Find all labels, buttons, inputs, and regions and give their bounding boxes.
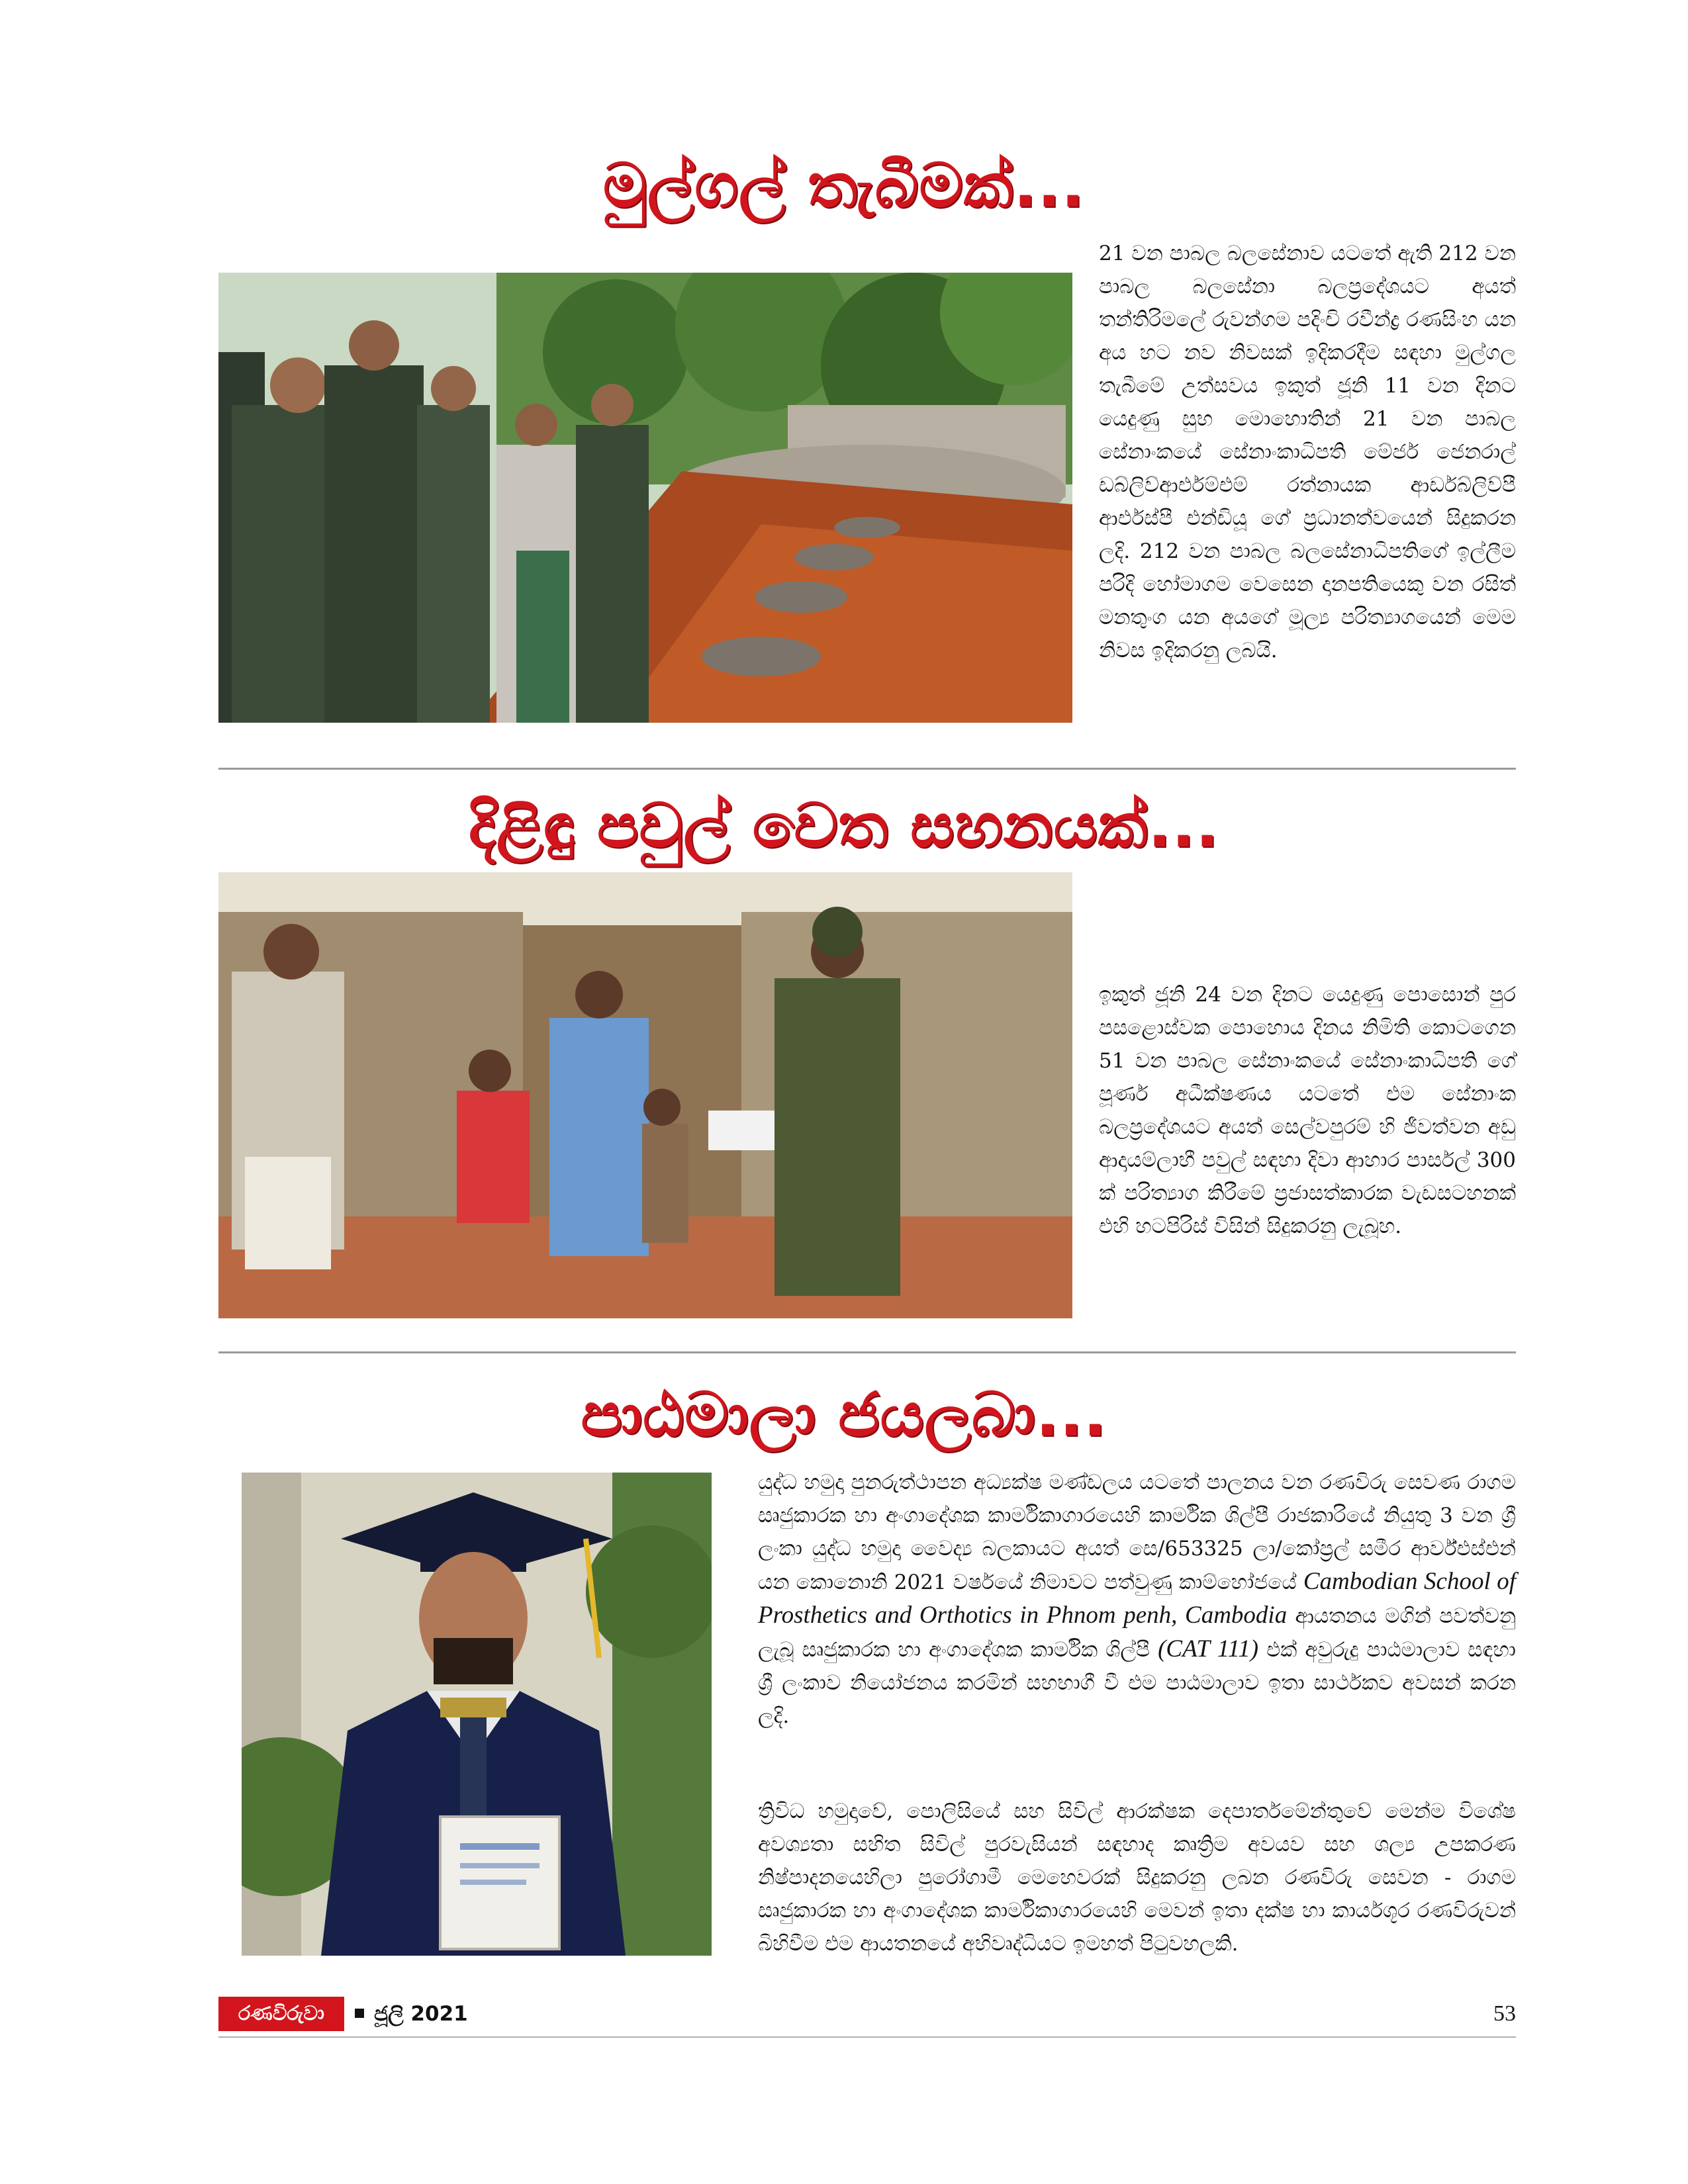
section-divider-2 <box>218 1351 1516 1353</box>
article2-headline: දිළිඳු පවුල් වෙත සහනයක්... <box>468 790 1220 861</box>
article3-headline: පාඨමාලා ජයලබා... <box>581 1379 1107 1450</box>
section-divider-1 <box>218 768 1516 770</box>
page-number: 53 <box>1493 2001 1516 2026</box>
issue-date: ජූලි 2021 <box>374 2002 468 2026</box>
graduate-photo <box>242 1473 712 1956</box>
article1-body: 21 වන පාබල බලසේනාව යටතේ ඇති 212 වන පාබල බලසේනා බලප්‍රදේශයට අයත් තන්තිරිමලේ රුවන්ගම පදිංචි රවීන්ද්‍ර රණසිංහ යන අය හට නව නිවසක් ඉදිකරදීම සඳහා මුල්ගල තැබීමේ උත්සවය ඉකුත් ජූනි 11 වන දිනට යෙදුණු සුභ මොහොතින් 21 වන පාබල සේනාංකයේ සේනාංකාධිපති මේජර් ජෙනරාල් ඩබ්ලිව්ආර්එම්එම් රත්නායක ආර්ඩබ්ලිව්පී ආර්එස්පී එන්ඩියූ ගේ ප්‍රධානත්වයෙන් සිදුකරන ලදි. 212 වන පාබල බලසේනාධිපතිගේ ඉල්ලීම පරිදි හෝමාගම වෙසෙන දානපතියෙකු වන රසිත් මනතුංග යන අයගේ මූල්‍ය පරිත්‍යාගයෙන් මෙම නිවස ඉදිකරනු ලබයි. <box>1099 242 1516 662</box>
article3-paragraph-1 <box>758 1466 1516 1733</box>
article3-paragraph-1-text-2: ආයතනය මගින් පවත්වනු ලැබූ සෘජුකාරක හා අංගාදේශක කාර්මික ශිල්පී <box>758 1604 1517 1662</box>
article3-paragraph-1-text: යුද්ධ හමුදා පුනරුත්ථාපන අධ්‍යක්ෂ මණ්ඩලය යටතේ පාලනය වන රණවිරු සෙවණ රාගම සෘජුකාරක හා අංගාදේශක කාර්මිකාගාරයෙහි කාර්මික ශිල්පී රාජකාරියේ නියුතු 3 වන ශ්‍රී ලංකා යුද්ධ හමුදා වෛද්‍ය බලකායට අයත් සෙ/653325 ලා/කෝප්‍රල් සමීර ආර්ව්එස්එන් යන කොනොනි 2021 වර්ෂයේ නිමාවට පත්වුණු කාම්හෝජයේ <box>758 1471 1516 1594</box>
school-name: Cambodian School of Prosthetics and Orthotics in Phnom penh, Cambodia <box>758 1568 1516 1629</box>
foundation-ceremony-photo <box>218 273 1072 723</box>
footer-rule <box>218 2036 1516 2038</box>
article3-paragraph-1-text-3: එක් අවුරුදු පාඨමාලාව සඳහා ශ්‍රී ලංකාව නියෝජනය කරමින් සහභාගී වී එම පාඨමාලාව ඉතා සාර්ථකව අවසන් කරන ලදි. <box>758 1638 1516 1728</box>
magazine-name-badge: රණවිරුවා <box>218 1997 344 2031</box>
article1-headline: මුල්ගල් තැබීමක්... <box>602 150 1086 221</box>
footer-bullet <box>355 2009 364 2018</box>
aid-distribution-photo <box>218 872 1072 1318</box>
article2-body: ඉකුත් ජූනි 24 වන දිනට යෙදුණු පොසොන් පුර පසළොස්වක පොහොය දිනය නිමිති කොටගෙන 51 වන පාබල සේනාංකයේ සේනාංකාධිපති ගේ පූර්ණ අධීක්ෂණය යටතේ එම සේනාංක බලප්‍රදේශයට අයත් සෙල්වපුරම් හි ජීවත්වන අඩු ආදායම්ලාභී පවුල් සඳහා දිවා ආහාර පාර්සල් 300 ක් පරිත්‍යාග කිරීමේ ප්‍රජාසත්කාරක වැඩසටහනක් එහි හටපිරිස් විසින් සිදුකරනු ලැබූහ. <box>1099 983 1516 1238</box>
course-code: (CAT 111) <box>1158 1635 1259 1662</box>
article3-paragraph-2: ත්‍රිවිධ හමුදාවේ, පොලිසියේ සහ සිවිල් ආරක්ෂක දෙපාර්තමේන්තුවේ මෙන්ම විශේෂ අවශ්‍යතා සහිත සිවිල් පුරවැසියන් සඳහාද කෘත්‍රිම අවයව සහ ශල්‍ය උපකරණ නිෂ්පාදනයෙහිලා පුරෝගාමී මෙහෙවරක් සිදුකරනු ලබන රණවිරු සෙවන - රාගම සෘජුකාරක හා අංගාදේශක කාර්මිකාගාරයෙහි මෙවන් ඉතා දක්ෂ හා කාර්යශූර රණවිරුවන් බිහිවීම එම ආයතනයේ අභිවෘද්ධියට ඉමහත් පිටුවහලකි. <box>758 1799 1516 1956</box>
